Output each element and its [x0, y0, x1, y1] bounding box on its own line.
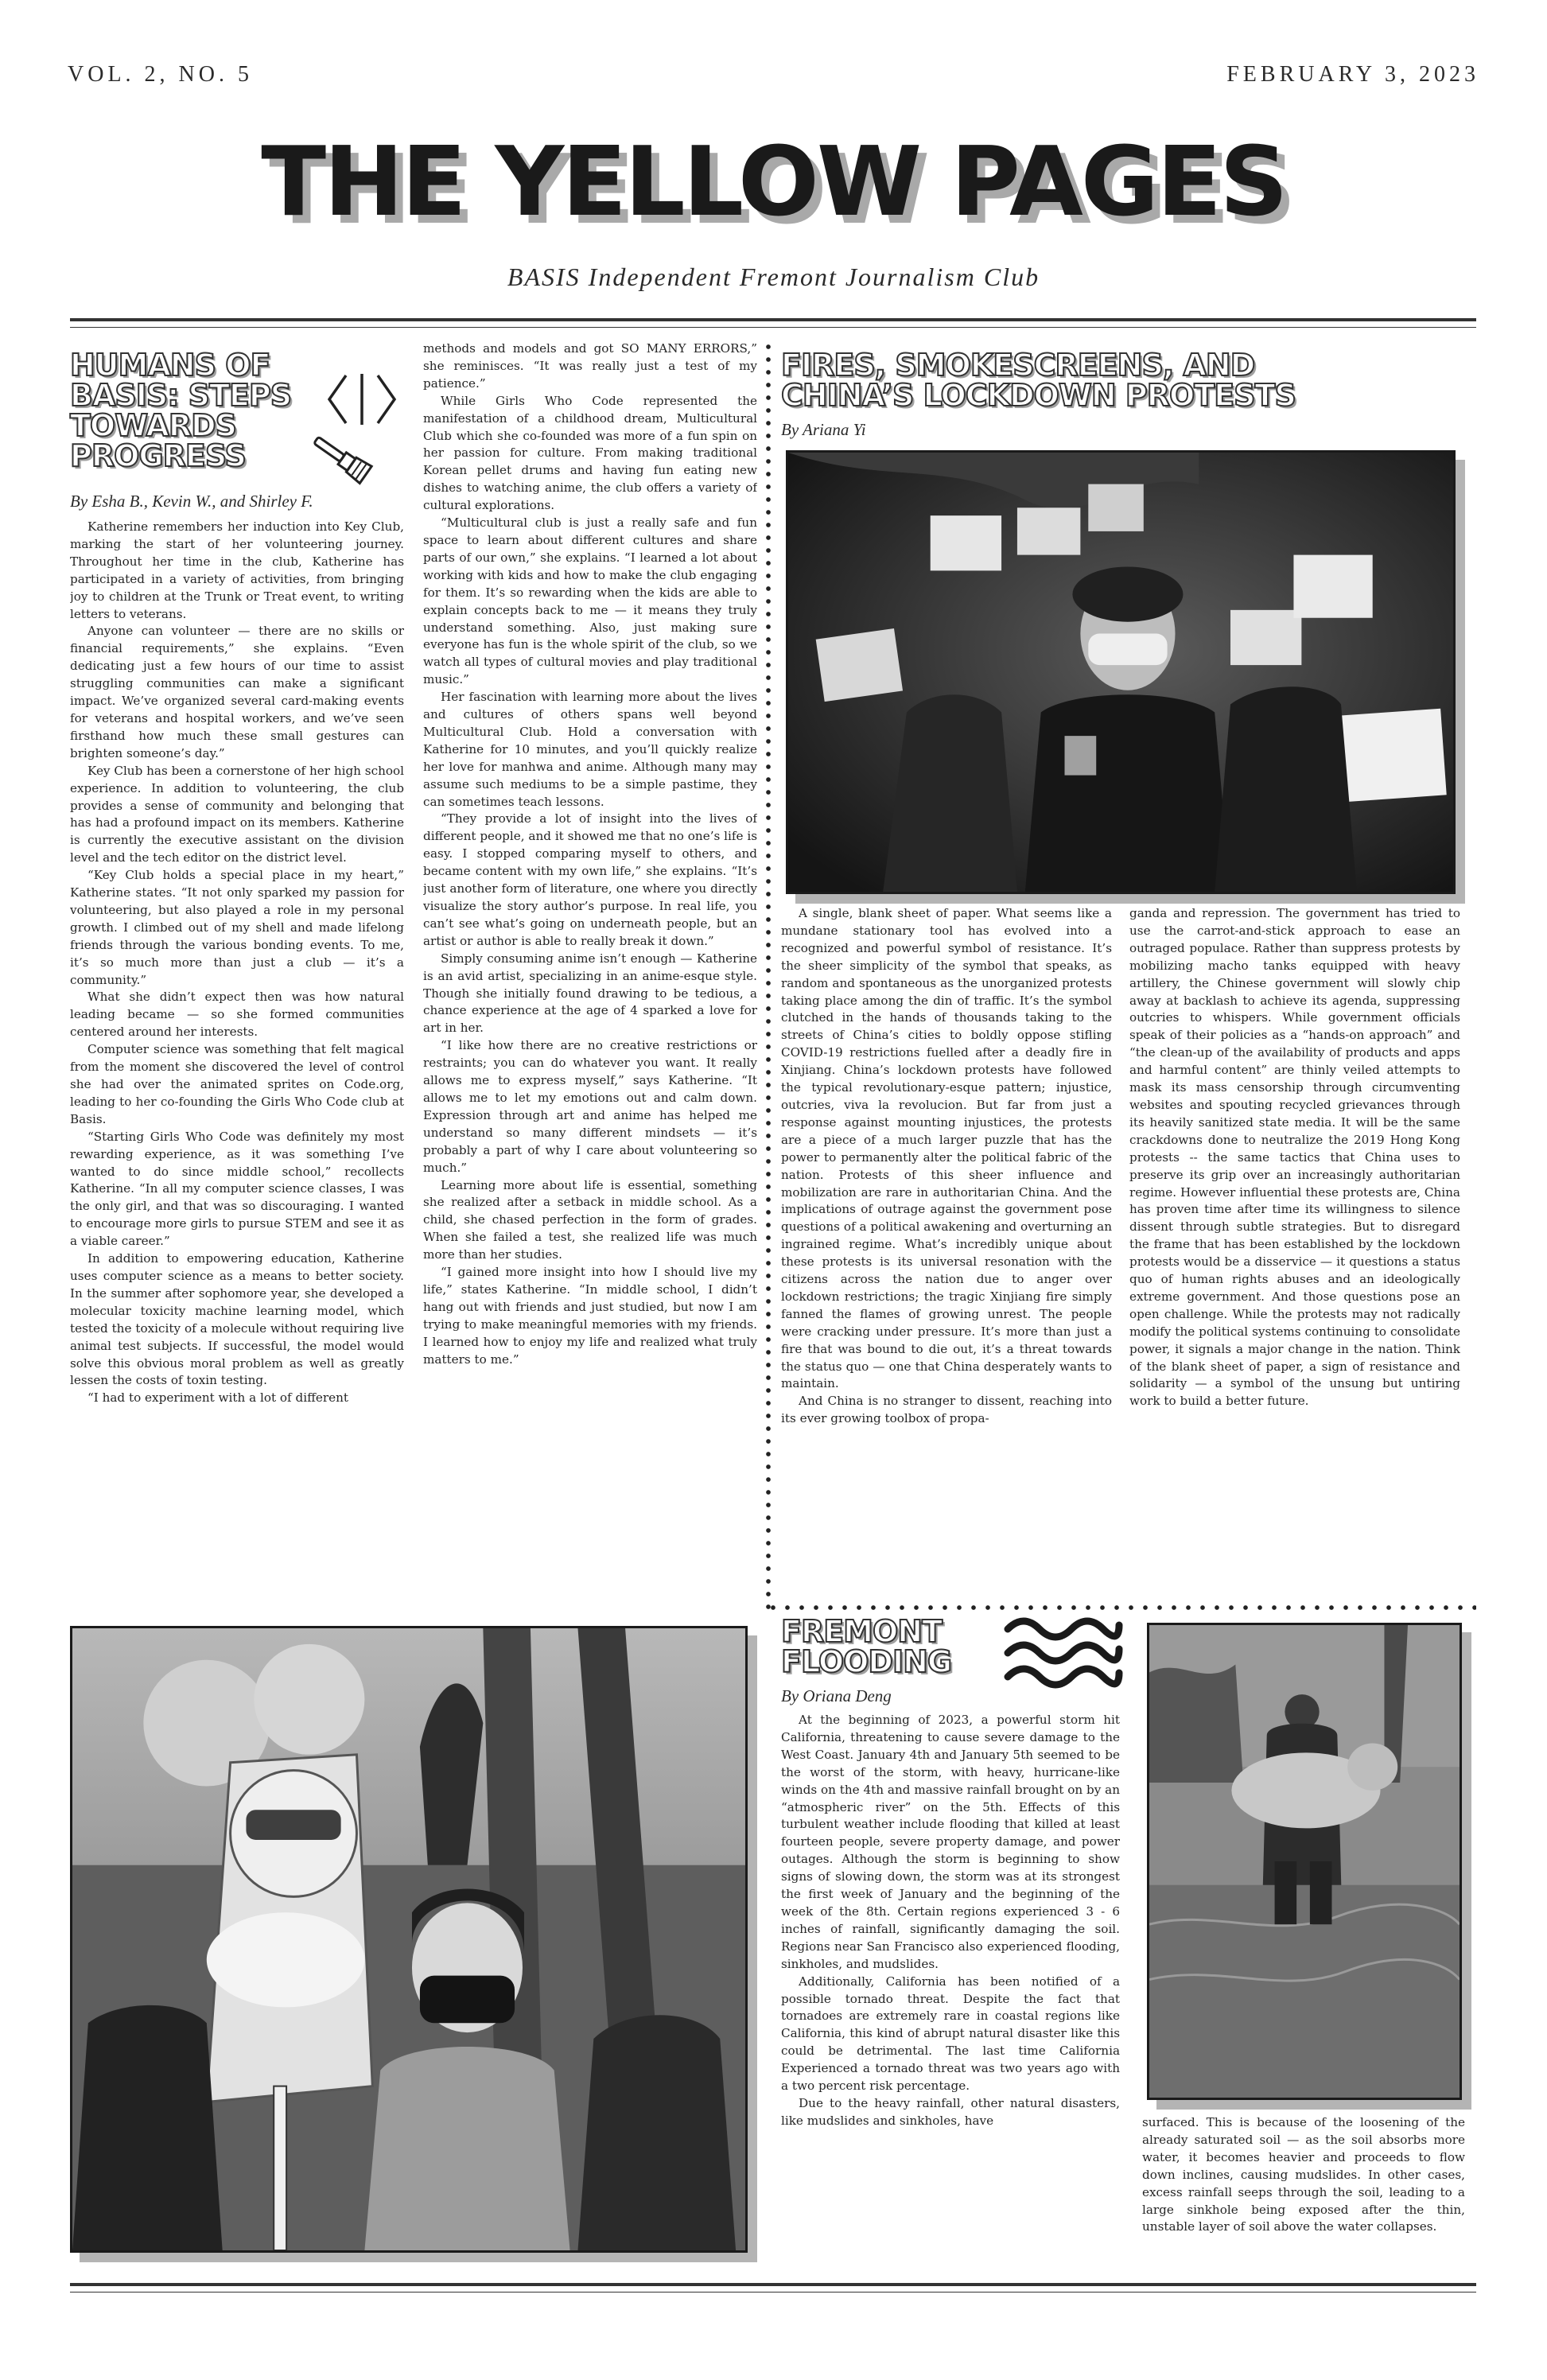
- paragraph: “Key Club holds a special place in my heart,” Katherine states. “It not only sparked my passion for volunteering, but also played a role in my personal growth. I climbed out of my shell and made lifelong friends through the various bonding events. To me, it’s so much more than just a club — it’s a community.”: [70, 868, 404, 987]
- paragraph: Katherine remembers her induction into Key Club, marking the start of her volunteering journey. Throughout her time in the club, Katherine has participated in a variety of activities, from bringing joy to children at the Trunk or Treat event, to writing letters to veterans.: [70, 519, 404, 621]
- article2-headline-line: CHINA’S LOCKDOWN PROTESTS: [781, 378, 1296, 413]
- paragraph: methods and models and got SO MANY ERRORS,” she reminisces. “It was really just a test of my patience.”: [423, 341, 757, 391]
- paragraph: Additionally, California has been notified of a possible tornado threat. Despite the fact that tornadoes are extremely rare in coastal regions like California, this kind of abrupt natural disaster like this could be detrimental. The last time California Experienced a tornado threat was two years ago with a two percent risk percentage.: [781, 1974, 1120, 2094]
- article1-column-2: [423, 340, 757, 1562]
- paragraph: At the beginning of 2023, a powerful storm hit California, threatening to cause severe damage to the West Coast. January 4th and January 5th seemed to be the worst of the storm, with heavy, hurricane-like winds on the 4th and massive rainfall brought on by an “atmospheric river” on the 5th. Effects of this turbulent weather include flooding that killed at least fourteen people, severe property damage, and power outages. Although the storm is beginning to show signs of slowing down, the storm was at its strongest the first week of January and the beginning of the week of the 8th. Certain regions experienced 3 - 6 inches of rainfall, significantly damaging the soil. Regions near San Francisco also experienced flooding, sinkholes, and mudslides.: [781, 1713, 1120, 1971]
- waves-icon: [1004, 1613, 1123, 1693]
- article1-column-1: [70, 519, 404, 1562]
- protest-photo-image: [788, 453, 1453, 892]
- paragraph: “I had to experiment with a lot of different: [87, 1390, 348, 1406]
- article1-headline-line: TOWARDS: [70, 408, 237, 443]
- paragraph: ganda and repression. The government has tried to use the carrot-and-stick approach to ease an outraged populace. Rather than suppress protests by mobilizing macho tanks equipped with heavy artillery, the Chinese government will slowly chip away at backlash to achieve its agenda, suppressing outcries to whispers. While government officials speak of their policies as a “hands-on approach” and “the clean-up of the availability of products and apps and harmful content” are thinly veiled attempts to mask its mass censorship through circumventing websites and spouting recycled grievances through its heavily sanitized state media. It will be the same crackdowns done to neutralize the 2019 Hong Kong protests -- the same tactics that China uses to preserve its grip over an increasingly authoritarian regime. However influential these protests are, China has proven time after time its willingness to silence dissent through subtle strategies. But to disregard the frame that has been established by the lockdown protests would be a disservice — it questions a status quo of human rights abuses and an ideologically extreme government. And those questions pose an open challenge. While the protests may not radically modify the political systems continuing to consolidate power, it signals a major change in the nation. Think of the blank sheet of paper, a sign of resistance and solidarity — a symbol of the unsung but untiring work to build a better future.: [1129, 906, 1460, 1409]
- article1-headline-line: BASIS: STEPS: [70, 378, 292, 413]
- article1-headline-line: PROGRESS: [70, 438, 246, 473]
- bottom-rule: [70, 2283, 1476, 2286]
- article1-headline-line: HUMANS OF: [70, 348, 270, 383]
- paragraph: Key Club has been a cornerstone of her high school experience. In addition to volunteering, the club provides a sense of community and belonging that has had a profound impact on its members. Katherine is currently the executive assistant on the division level and the tech editor on the district level.: [70, 763, 404, 865]
- article1-byline: By Esha B., Kevin W., and Shirley F.: [70, 492, 313, 511]
- paragraph: “Multicultural club is just a really safe and fun space to learn about different cultures and share parts of our own,” she explains. “I learned a lot about working with kids and how to make the club engaging for them. It’s so rewarding when the kids are able to explain concepts back to me — it means they truly understand something. Also, just making sure everyone has fun is the whole spirit of the club, so we watch all types of cultural movies and play traditional music.”: [423, 515, 757, 687]
- volume-label: VOL. 2, NO. 5: [68, 62, 253, 87]
- article3-headline: [781, 1616, 951, 1677]
- issue-date: FEBRUARY 3, 2023: [1226, 62, 1479, 87]
- paragraph: Her fascination with learning more about the lives and cultures of others spans well beyond Multicultural Club. Hold a conversation with Katherine for 10 minutes, and you’ll quickly realize her love for manhwa and anime. Although many may assume such mediums to be a simple pastime, they can sometimes teach lessons.: [423, 690, 757, 809]
- article3-headline-line: FREMONT: [781, 1614, 943, 1649]
- protest-photo: [786, 450, 1456, 894]
- paintbrush-icon: [294, 422, 382, 493]
- paragraph: Anyone can volunteer — there are no skills or financial requirements,” she explains. “Even dedicating just a few hours of our time to assist struggling communities can make a significant impact. We’ve organized several card-making events for veterans and hospital workers, and we’ve seen firsthand how much these small gestures can brighten someone’s day.”: [70, 624, 404, 760]
- article2-byline: By Ariana Yi: [781, 420, 866, 439]
- paragraph: What she didn’t expect then was how natural leading became — so she formed communities centered around her interests.: [70, 990, 404, 1040]
- column-divider-dotted: [766, 340, 771, 1610]
- article2-headline-line: FIRES, SMOKESCREENS, AND: [781, 348, 1255, 383]
- paragraph: While Girls Who Code represented the manifestation of a childhood dream, Multicultural Club which she co-founded was more of a fun spin on her passion for culture. From making traditional Korean pellet drums and having fun eating new dishes to watching anime, the club offers a variety of cultural explorations.: [423, 393, 757, 513]
- paragraph: Due to the heavy rainfall, other natural disasters, like mudslides and sinkholes, have: [781, 2095, 1120, 2128]
- paragraph: Simply consuming anime isn’t enough — Katherine is an avid artist, specializing in an anime-esque style. Though she initially found drawing to be tedious, a chance experience at the age of 4 sparked a love for art in her.: [423, 951, 757, 1036]
- newspaper-title: THE YELLOW PAGES: [261, 127, 1286, 238]
- paragraph: “Starting Girls Who Code was definitely my most rewarding experience, as it was something I’ve wanted to do since middle school,” recollects Katherine. “In all my computer science classes, I was the only girl, and that was so discouraging. I wanted to encourage more girls to pursue STEM and see it as a viable career.”: [70, 1129, 404, 1249]
- paragraph: “I like how there are no creative restrictions or restraints; you can do whatever you want. It really allows me to express myself,” says Katherine. “It allows me to let my emotions out and calm down. Expression through art and anime has helped me understand so many different mindsets — it’s probably a part of why I care about volunteering so much.”: [423, 1038, 757, 1175]
- section-divider-dotted: [766, 1605, 1476, 1610]
- article2-headline: [781, 348, 1296, 413]
- article1-headline: [70, 350, 291, 471]
- paragraph: “They provide a lot of insight into the lives of different people, and it showed me that no one’s life is easy. I stopped comparing myself to others, and became content with my own life,” she explains. “It’s just another form of literature, one where you directly visualize the story author’s purpose. In real life, you can’t see what’s going on underneath people, but an artist or author is able to really break it down.”: [423, 811, 757, 948]
- article3-column-2: [1142, 2114, 1465, 2273]
- article2-column-1: [781, 905, 1112, 1596]
- paragraph: surfaced. This is because of the loosening of the already saturated soil — as the soil absorbs more water, it becomes heavier and proceeds to flow down inclines, causing mudslides. In other cases, excess rainfall seeps through the soil, leading to a large sinkhole being exposed after the thin, unstable layer of soil above the water collapses.: [1142, 2115, 1465, 2234]
- article2-column-2: [1129, 905, 1460, 1596]
- flood-photo: [1147, 1623, 1462, 2100]
- article3-byline: By Oriana Deng: [781, 1686, 892, 1705]
- paragraph: Learning more about life is essential, something she realized after a setback in middle school. As a child, she chased perfection in the form of grades. When she failed a test, she realized life was much more than her studies.: [423, 1177, 757, 1262]
- paragraph: And China is no stranger to dissent, reaching into its ever growing toolbox of propa-: [781, 1394, 1112, 1426]
- flood-photo-image: [1149, 1625, 1460, 2098]
- paragraph: “I gained more insight into how I should live my life,” states Katherine. “In middle school, I didn’t hang out with friends and just studied, but now I am trying to make meaningful memories with my friends. I learned how to enjoy my life and realized what truly matters to me.”: [423, 1265, 757, 1367]
- festival-photo-image: [72, 1628, 745, 2250]
- top-rule: [70, 318, 1476, 321]
- festival-photo: [70, 1626, 748, 2253]
- paragraph: Computer science was something that felt magical from the moment she discovered the level of control she had over the animated sprites on Code.org, leading to her co-founding the Girls Who Code club at Basis.: [70, 1042, 404, 1126]
- article3-column-1: [781, 1712, 1120, 2272]
- newspaper-subtitle: BASIS Independent Fremont Journalism Club: [507, 262, 1040, 291]
- article3-headline-line: FLOODING: [781, 1644, 952, 1679]
- paragraph: A single, blank sheet of paper. What seems like a mundane stationary tool has evolved into a recognized and powerful symbol of resistance. It’s the sheer simplicity of the symbol that speaks, as random and spontaneous as the unorganized protests taking place among the din of traffic. It’s the symbol clutched in the hands of thousands taking to the streets of China’s cities to boldly oppose stifling COVID-19 restrictions fuelled after a deadly fire in Xinjiang. China’s lockdown protests have followed the typical revolutionary-esque pattern; injustice, outcries, viva la revolucion. But far from just a response against mounting injustices, the protests are a piece of a much larger puzzle that has the power to permanently alter the political fabric of the nation. Protests of this sheer influence and mobilization are rare in authoritarian China. And the implications of outrage against the government pose questions of a political awakening and overturning an ingrained regime. What’s incredibly unique about these protests is its universal resonation with the citizens across the nation due to anger over lockdown restrictions; the tragic Xinjiang fire simply fanned the flames of growing unrest. The people were cracking under pressure. It’s more than just a fire that was bound to die out, it’s a threat towards the status quo — one that China desperately wants to maintain.: [781, 906, 1112, 1391]
- top-rule-thin: [70, 327, 1476, 328]
- paragraph: In addition to empowering education, Katherine uses computer science as a means to better society. In the summer after sophomore year, she developed a molecular toxicity machine learning model, which tested the toxicity of a molecule without requiring live animal test subjects. If successful, the model would solve this obvious moral problem as well as greatly lessen the costs of toxin testing.: [70, 1251, 404, 1388]
